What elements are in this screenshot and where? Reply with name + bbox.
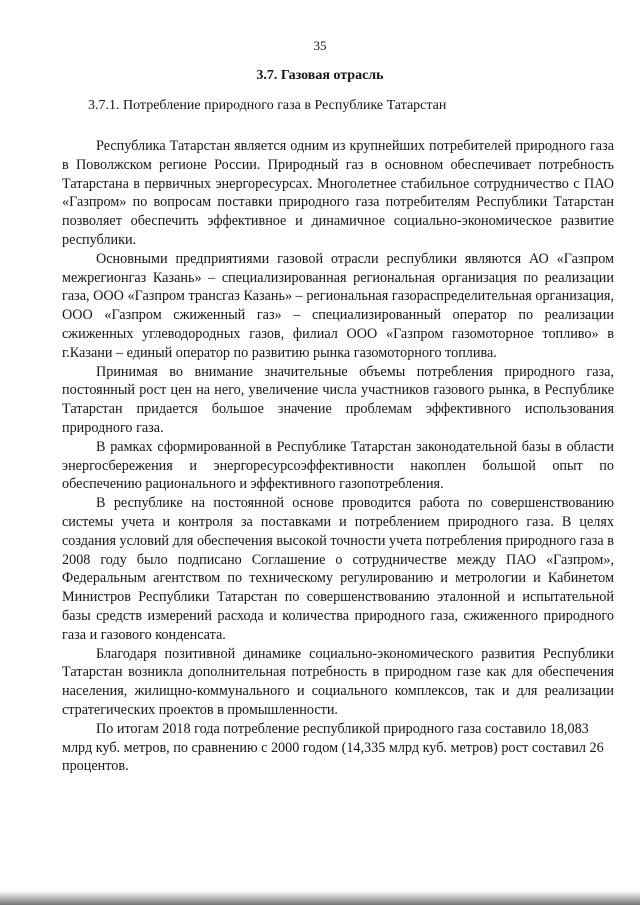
paragraph: Благодаря позитивной динамике социально-экономического развития Республики Татарстан возникла дополнительная потребность в природном газе как для обеспечения населения, жилищно-коммунального и социального комплексов, так и для реализации стратегических проектов в промышленности. — [62, 645, 614, 718]
paragraph: В республике на постоянной основе проводится работа по совершенствованию системы учета и контроля за поставками и потреблением природного газа. В целях создания условий для обеспечения высокой точности учета потребления природного газа в 2008 году было подписано Соглашение о сотрудничестве между ПАО «Газпром», Федеральным агентством по техническому регулированию и метрологии и Кабинетом Министров Республики Татарстан по совершенствованию эталонной и испытательной базы средств измерений расхода и количества природного газа, сжиженного природного газа и газового конденсата. — [62, 495, 614, 643]
scan-edge-shadow — [0, 891, 640, 905]
page-number: 35 — [313, 38, 327, 53]
paragraph: По итогам 2018 года потребление республикой природного газа составило 18,083 млрд куб. метров, по сравнению с 2000 годом (14,335 млрд куб. метров) рост составил 26 процентов. — [62, 720, 604, 775]
paragraph: Республика Татарстан является одним из крупнейших потребителей природного газа в Поволжском регионе России. Природный газ в основном обеспечивает потребность Татарстана в первичных энергоресурсах. Многолетнее стабильное сотрудничество с ПАО «Газпром» по вопросам поставки природного газа потребителям Республики Татарстан позволяет обеспечить эффективное и динамичное социально-экономическое развитие республики. — [62, 138, 614, 248]
document-body — [62, 128, 614, 776]
paragraph: В рамках сформированной в Республике Татарстан законодательной базы в области энергосбережения и энергоресурсоэффективности накоплен большой опыт по обеспечению рационального и эффективного газопотребления. — [62, 438, 614, 493]
paragraph: Принимая во внимание значительные объемы потребления природного газа, постоянный рост цен на него, увеличение числа участников газового рынка, в Республике Татарстан придается большое значение проблемам эффективного использования природного газа. — [62, 363, 614, 436]
section-title: 3.7. Газовая отрасль — [256, 68, 384, 83]
subsection-title: 3.7.1. Потребление природного газа в Республике Татарстан — [88, 98, 447, 113]
paragraph: Основными предприятиями газовой отрасли республики являются АО «Газпром межрегионгаз Казань» – специализированная региональная организация по реализации газа, ООО «Газпром трансгаз Казань» – региональная газораспределительная организация, ООО «Газпром сжиженный газ» – специализированный оператор по реализации сжиженных углеводородных газов, филиал ООО «Газпром газомоторное топливо» в г.Казани – единый оператор по развитию рынка газомоторного топлива. — [62, 250, 614, 361]
